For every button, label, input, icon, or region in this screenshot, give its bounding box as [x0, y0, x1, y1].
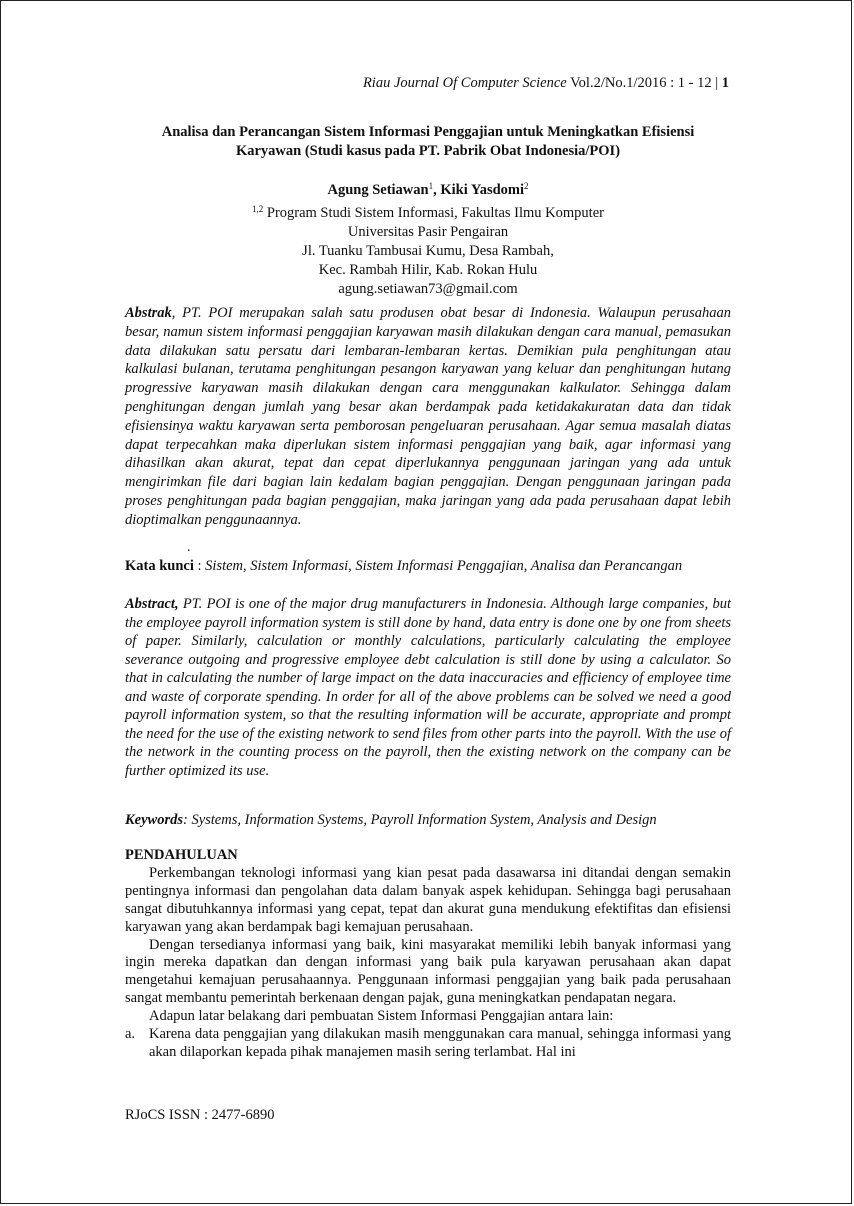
- journal-name: Riau Journal Of Computer Science: [362, 75, 567, 91]
- affiliation-address-1: Jl. Tuanku Tambusai Kumu, Desa Rambah,: [302, 243, 554, 259]
- keywords-value: : Systems, Information Systems, Payroll Information System, Analysis and Design: [183, 812, 657, 828]
- keywords: [125, 811, 731, 830]
- affiliation-university: Universitas Pasir Pengairan: [347, 224, 509, 240]
- author-2-affil: 2: [524, 181, 529, 191]
- affiliation-program: [125, 200, 731, 223]
- affiliation-text: Program Studi Sistem Informasi, Fakultas Ilmu Komputer: [263, 205, 604, 221]
- author-1: Agung Setiawan: [327, 182, 429, 198]
- running-header: [363, 75, 729, 92]
- author-names: [125, 177, 731, 200]
- abstrak-text: , PT. POI merupakan salah satu produsen obat besar di Indonesia. Walaupun perusahaan besar, namun sistem informasi penggajian karyawan masih dilakukan dengan cara manual, pemasukan data dilakukan satu persatu dari lembaran-lembaran kertas. Demikian pula penghitungan atau kalkulasi bulanan, terutama penghitungan pesangon karyawan yang keluar dan penghitungan hutang progressive karyawan masih dilakukan dengan cara menggunakan kalkulator. Sehingga dalam penghitungan dengan jumlah yang besar akan berdampak pada ketidakakuratan data dan tidak efisiensinya waktu karyawan serta pemborosan pengeluaran perusahaan. Agar semua masalah diatas dapat terpecahkan maka diperlukan sistem informasi penggajian yang baik, agar informasi yang dihasilkan akan akurat, tepat dan cepat diperlukannya penggunaan jaringan yang ada untuk mengirimkan file dari bagian lain kedalam bagian penggajian. Dengan penggunaan jaringan pada proses penghitungan pada bagian penggajian, maka jaringan yang ada pada perusahaan dapat lebih dioptimalkan penggunaannya.: [125, 305, 731, 528]
- author-1-affil: 1: [428, 181, 434, 191]
- section-heading: PENDAHULUAN: [125, 847, 238, 863]
- author-separator: ,: [433, 182, 441, 198]
- list-marker: a.: [125, 1026, 136, 1043]
- abstract-text: PT. POI is one of the major drug manufacturers in Indonesia. Although large companies, but the employee payroll information system is still done by hand, data entry is done one by one from sheets of paper. Similarly, calculation or monthly calculations, particularly calculating the employee severance outgoing and progressive employee debt calculation is still done by using a calculator. So that in calculating the number of large impact on the data inaccuracies and efficiency of employee time and waste of corporate spending. In order for all of the above problems can be solved we need a good payroll information system, so that the resulting information will be accurate, appropriate and prompt the need for the use of the existing network to send files from other parts into the payroll. With the use of the network in the counting process on the payroll, then the existing network on the company can be further optimized its use.: [125, 596, 731, 779]
- title-line-2: Karyawan (Studi kasus pada PT. Pabrik Obat Indonesia/POI): [235, 143, 621, 159]
- keywords-label: Keywords: [125, 812, 183, 828]
- intro-paragraph-2: Dengan tersedianya informasi yang baik, kini masyarakat memiliki lebih banyak informasi yang ingin mereka dapatkan dan dengan informasi yang baik pula karyawan perusahaan akan dapat mengetahui kemajuan perusahaannya. Penggunaan informasi penggajian yang baik pada perusahaan sangat membantu pemerintah berkenaan dengan pajak, guna meningkatkan pendapatan negara.: [125, 936, 731, 1007]
- intro-paragraph-3: Adapun latar belakang dari pembuatan Sistem Informasi Penggajian antara lain:: [149, 1008, 614, 1025]
- paper-title: [125, 123, 731, 161]
- abstrak-paragraph: [125, 304, 731, 530]
- title-line-1: Analisa dan Perancangan Sistem Informasi Penggajian untuk Meningkatkan Efisiensi: [161, 124, 695, 140]
- affiliation-address-2: Kec. Rambah Hilir, Kab. Rokan Hulu: [318, 262, 538, 278]
- affiliation-sup: 1,2: [252, 204, 264, 214]
- abstrak-label: Abstrak: [125, 305, 172, 321]
- abstract-paragraph: [125, 595, 731, 780]
- volume-pages: Vol.2/No.1/2016 : 1 - 12 |: [566, 75, 722, 91]
- kata-kunci-value: Sistem, Sistem Informasi, Sistem Informasi Penggajian, Analisa dan Perancangan: [205, 558, 683, 574]
- footer-issn: RJoCS ISSN : 2477-6890: [125, 1107, 275, 1123]
- kata-kunci-sep: :: [193, 558, 206, 574]
- author-email: agung.setiawan73@gmail.com: [338, 281, 518, 297]
- author-block: [125, 177, 731, 299]
- introduction-section: [125, 847, 731, 1062]
- list-item: [125, 1026, 731, 1062]
- stray-dot: .: [187, 540, 191, 555]
- kata-kunci-label: Kata kunci: [125, 558, 194, 574]
- abstract-label: Abstract,: [125, 596, 179, 612]
- intro-paragraph-1: Perkembangan teknologi informasi yang kian pesat pada dasawarsa ini ditandai dengan semakin pentingnya informasi dan pengolahan data dalam banyak aspek kehidupan. Sehingga bagi perusahaan sangat dibutuhkannya informasi yang cepat, tepat dan akurat guna mendukung efektifitas dan efisiensi karyawan yang akan berdampak bagi kemajuan perusahaan.: [125, 864, 731, 935]
- kata-kunci: [125, 557, 731, 576]
- list-item-text: Karena data penggajian yang dilakukan masih menggunakan cara manual, sehingga informasi yang akan dilaporkan kepada pihak manajemen masih sering terlambat. Hal ini: [149, 1026, 731, 1060]
- author-2: Kiki Yasdomi: [440, 182, 525, 198]
- page-number: 1: [721, 75, 729, 91]
